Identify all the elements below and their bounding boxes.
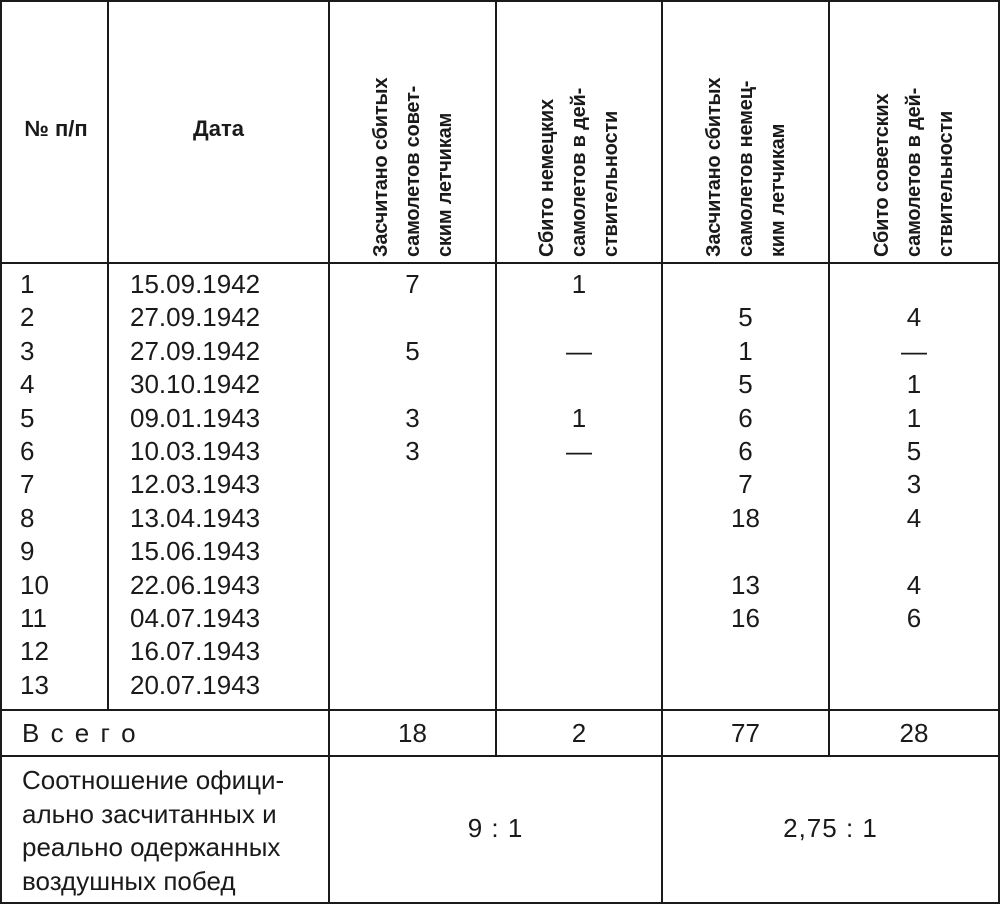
- header-col-german-actual: [497, 2, 661, 262]
- header-col-german-claimed: [663, 2, 828, 262]
- cell-soviet-claimed: [330, 468, 495, 501]
- cell-german-actual: [497, 602, 661, 635]
- cell-soviet-claimed: 7: [405, 269, 420, 299]
- ratio-german: 2,75 : 1: [783, 813, 878, 843]
- cell-number: 1: [20, 269, 35, 299]
- cell-number: 10: [20, 569, 49, 600]
- column-german-actual: [497, 268, 661, 702]
- header-col-soviet-claimed-line3: ским летчикам: [433, 112, 456, 257]
- cell-date: 04.07.1943: [130, 602, 261, 633]
- cell-number: 11: [20, 602, 47, 633]
- cell-number: 13: [20, 669, 49, 700]
- header-col-soviet-actual-line1: Сбито советских: [871, 93, 893, 257]
- cell-number: 9: [20, 536, 35, 567]
- cell-soviet-actual: [830, 268, 998, 301]
- header-col-german-claimed-line2: самолетов немец-: [734, 80, 757, 257]
- cell-german-claimed: 18: [731, 502, 760, 533]
- cell-soviet-actual: 4: [906, 569, 922, 600]
- cell-german-claimed: 5: [738, 369, 753, 400]
- cell-german-actual: —: [566, 335, 592, 366]
- cell-german-actual: [497, 535, 661, 568]
- ratio-label: [22, 764, 322, 898]
- header-col-soviet-claimed-line1: Засчитано сбитых: [369, 77, 392, 257]
- cell-date: 13.04.1943: [130, 502, 261, 533]
- cell-german-claimed: 13: [731, 569, 760, 600]
- header-col-german-claimed-line1: Засчитано сбитых: [702, 77, 725, 257]
- cell-soviet-actual: [830, 535, 998, 568]
- ratio-soviet: 9 : 1: [467, 813, 524, 843]
- cell-german-actual: —: [566, 435, 592, 466]
- cell-soviet-actual: 3: [906, 469, 922, 500]
- cell-german-claimed: 1: [738, 335, 753, 366]
- cell-german-actual: [497, 368, 661, 401]
- cell-date: 30.10.1942: [130, 369, 261, 400]
- cell-german-actual: [497, 502, 661, 535]
- cell-number: 5: [20, 402, 35, 433]
- cell-soviet-actual: 5: [906, 435, 922, 466]
- cell-german-actual: [497, 468, 661, 501]
- cell-date: 12.03.1943: [130, 469, 261, 500]
- cell-german-actual: [497, 569, 661, 602]
- header-col-soviet-actual-line3: ствительности: [935, 110, 957, 257]
- cell-german-claimed: 6: [738, 402, 753, 433]
- cell-date: 27.09.1942: [130, 335, 261, 366]
- cell-date: 10.03.1943: [130, 435, 261, 466]
- header-col-soviet-claimed-line2: самолетов совет-: [401, 85, 424, 257]
- column-number: [20, 268, 100, 702]
- cell-german-actual: [497, 301, 661, 334]
- cell-date: 27.09.1942: [130, 302, 261, 333]
- header-col-soviet-actual: [830, 2, 998, 262]
- ratio-label-line3: реально одержанных: [22, 832, 281, 862]
- cell-soviet-actual: —: [901, 335, 927, 366]
- totals-label: В с е г о: [22, 718, 138, 748]
- cell-date: 20.07.1943: [130, 669, 261, 700]
- cell-soviet-claimed: [330, 669, 495, 702]
- cell-soviet-claimed: [330, 301, 495, 334]
- cell-german-actual: [497, 669, 661, 702]
- cell-number: 2: [20, 302, 35, 333]
- cell-german-claimed: [663, 268, 828, 301]
- cell-number: 12: [20, 636, 49, 667]
- header-col-german-actual-line3: ствительности: [600, 110, 622, 257]
- cell-soviet-actual: 6: [906, 602, 922, 633]
- cell-german-actual: 1: [571, 402, 587, 433]
- cell-date: 15.06.1943: [130, 536, 261, 567]
- cell-german-actual: 1: [571, 269, 587, 299]
- cell-soviet-actual: 4: [906, 302, 922, 333]
- ratio-label-line4: воздушных побед: [22, 865, 236, 896]
- cell-soviet-actual: 1: [906, 402, 922, 433]
- cell-soviet-claimed: [330, 502, 495, 535]
- column-soviet-actual: [830, 268, 998, 702]
- cell-number: 4: [20, 369, 35, 400]
- header-number: № п/п: [24, 116, 88, 141]
- column-german-claimed: [663, 268, 828, 702]
- header-col-soviet-claimed: [330, 2, 495, 262]
- ratio-label-line1: Соотношение офици-: [22, 765, 285, 795]
- ratio-label-line2: ально засчитанных и: [22, 798, 277, 829]
- header-col-german-actual-line1: Сбито немецких: [536, 99, 558, 257]
- cell-number: 7: [20, 469, 35, 500]
- cell-soviet-claimed: 3: [405, 402, 420, 433]
- cell-soviet-actual: [830, 669, 998, 702]
- cell-german-claimed: 5: [738, 302, 753, 333]
- cell-soviet-actual: [830, 635, 998, 668]
- cell-date: 09.01.1943: [130, 402, 261, 433]
- cell-german-claimed: 16: [731, 602, 760, 633]
- cell-soviet-claimed: [330, 635, 495, 668]
- cell-soviet-actual: 1: [906, 369, 922, 400]
- cell-german-claimed: [663, 669, 828, 702]
- cell-soviet-claimed: [330, 368, 495, 401]
- cell-german-actual: [497, 635, 661, 668]
- cell-german-claimed: [663, 635, 828, 668]
- cell-soviet-claimed: [330, 569, 495, 602]
- header-date: Дата: [193, 116, 244, 141]
- header-col-german-claimed-line3: ким летчикам: [766, 123, 789, 257]
- cell-german-claimed: 6: [738, 435, 753, 466]
- header-col-german-actual-line2: самолетов в дей-: [568, 87, 590, 257]
- cell-date: 16.07.1943: [130, 636, 261, 667]
- cell-soviet-claimed: 5: [405, 335, 420, 366]
- cell-soviet-claimed: 3: [405, 435, 420, 466]
- total-soviet-actual: 28: [899, 718, 929, 748]
- total-german-actual: 2: [571, 718, 587, 748]
- cell-date: 22.06.1943: [130, 569, 261, 600]
- cell-german-claimed: [663, 535, 828, 568]
- column-date: [130, 268, 325, 702]
- cell-german-claimed: 7: [738, 469, 753, 500]
- cell-date: 15.09.1942: [130, 269, 261, 299]
- cell-soviet-actual: 4: [906, 502, 922, 533]
- header-col-soviet-actual-line2: самолетов в дей-: [903, 87, 925, 257]
- cell-soviet-claimed: [330, 535, 495, 568]
- cell-number: 3: [20, 335, 35, 366]
- total-soviet-claimed: 18: [398, 718, 427, 748]
- cell-number: 8: [20, 502, 35, 533]
- cell-number: 6: [20, 435, 35, 466]
- cell-soviet-claimed: [330, 602, 495, 635]
- column-soviet-claimed: [330, 268, 495, 702]
- total-german-claimed: 77: [731, 718, 760, 748]
